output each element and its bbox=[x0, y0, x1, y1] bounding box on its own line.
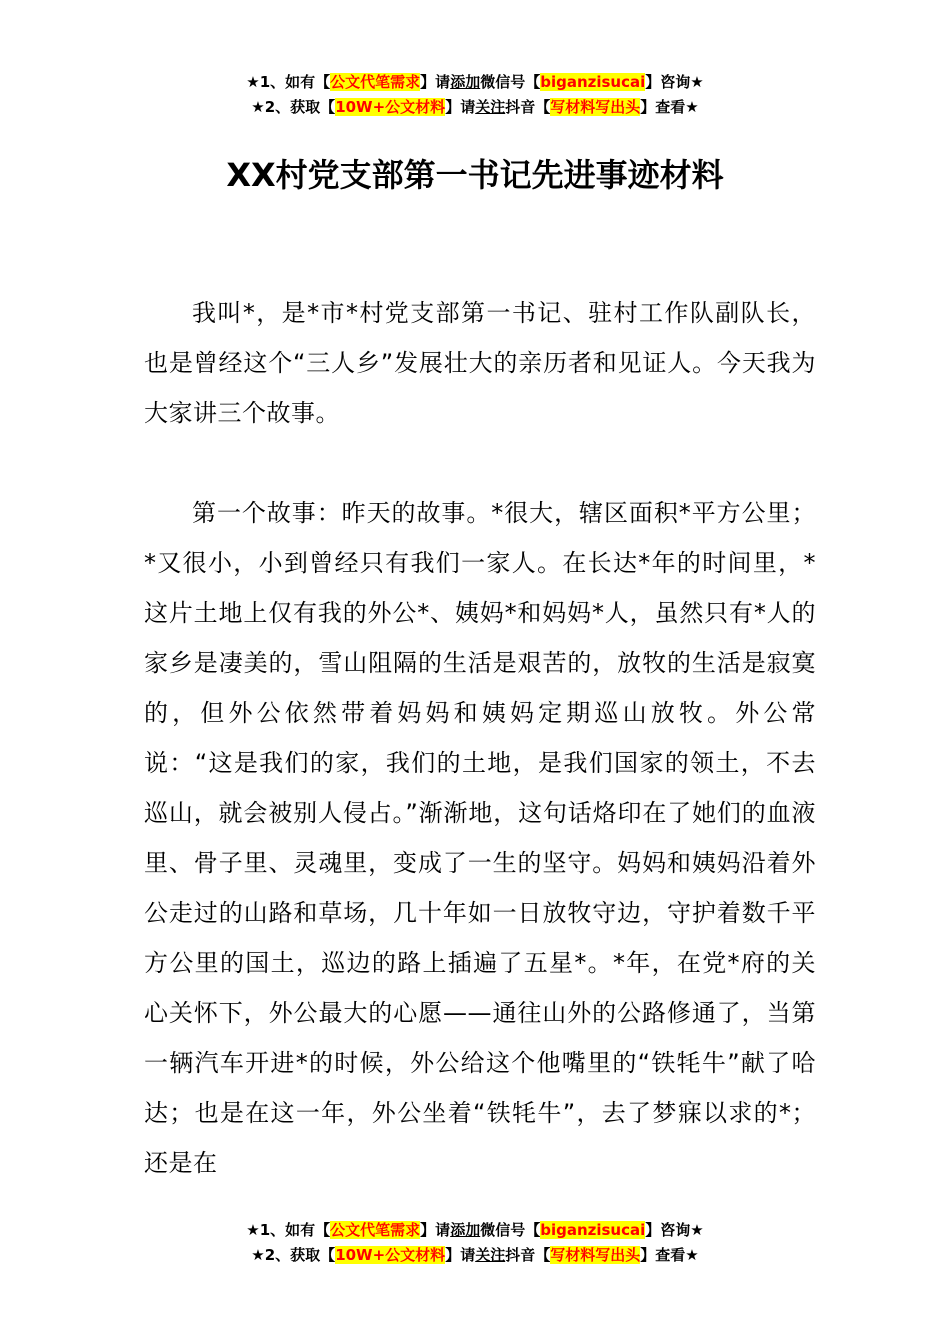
ad-highlight-wechat-id: biganzisucai bbox=[540, 1221, 646, 1239]
header-ad-line-2 bbox=[0, 95, 950, 120]
ad-text: 抖音【 bbox=[505, 1246, 551, 1264]
ad-highlight-wechat-id: biganzisucai bbox=[540, 73, 646, 91]
ad-text: 】请 bbox=[445, 98, 476, 116]
ad-text: 】请 bbox=[420, 1221, 451, 1239]
ad-highlight: 10W+公文材料 bbox=[335, 98, 446, 116]
ad-text: 】咨询★ bbox=[645, 1221, 704, 1239]
ad-highlight: 公文代笔需求 bbox=[330, 73, 421, 91]
paragraph-intro: 我叫*，是*市*村党支部第一书记、驻村工作队副队长，也是曾经这个“三人乡”发展壮大的亲历者和见证人。今天我为大家讲三个故事。 bbox=[144, 299, 816, 427]
ad-highlight: 公文代笔需求 bbox=[330, 1221, 421, 1239]
footer-ad-line-1 bbox=[0, 1218, 950, 1243]
ad-underline: 添加 bbox=[450, 1221, 481, 1239]
document-title: XX村党支部第一书记先进事迹材料 bbox=[226, 156, 724, 194]
ad-text: ★1、如有【 bbox=[246, 1221, 331, 1239]
ad-underline: 关注 bbox=[475, 98, 506, 116]
ad-text: 抖音【 bbox=[505, 98, 551, 116]
footer-ad-line-2 bbox=[0, 1243, 950, 1268]
ad-text: ★2、获取【 bbox=[251, 1246, 336, 1264]
ad-underline: 添加 bbox=[450, 73, 481, 91]
ad-text: 微信号【 bbox=[480, 73, 541, 91]
ad-text: ★1、如有【 bbox=[246, 73, 331, 91]
ad-highlight-douyin-id: 写材料写出头 bbox=[550, 1246, 641, 1264]
ad-highlight-douyin-id: 写材料写出头 bbox=[550, 98, 641, 116]
paragraph-story-one: 第一个故事：昨天的故事。*很大，辖区面积*平方公里；*又很小，小到曾经只有我们一家人。在长达*年的时间里，*这片土地上仅有我的外公*、姨妈*和妈妈*人，虽然只有*人的家乡是凄美的，雪山阻隔的生活是艰苦的，放牧的生活是寂寞的，但外公依然带着妈妈和姨妈定期巡山放牧。外公常说：“这是我们的家，我们的土地，是我们国家的领土，不去巡山，就会被别人侵占。”渐渐地，这句话烙印在了她们的血液里、骨子里、灵魂里，变成了一生的坚守。妈妈和姨妈沿着外公走过的山路和草场，几十年如一日放牧守边，守护着数千平方公里的国土，巡边的路上插遍了五星*。*年，在党*府的关心关怀下，外公最大的心愿——通往山外的公路修通了，当第一辆汽车开进*的时候，外公给这个他嘴里的“铁牦牛”献了哈达；也是在这一年，外公坐着“铁牦牛”，去了梦寐以求的*；还是在 bbox=[144, 499, 816, 1177]
header-ad-line-1 bbox=[0, 70, 950, 95]
header-ad-block bbox=[0, 70, 950, 120]
ad-underline: 关注 bbox=[475, 1246, 506, 1264]
ad-highlight: 10W+公文材料 bbox=[335, 1246, 446, 1264]
ad-text: ★2、获取【 bbox=[251, 98, 336, 116]
footer-ad-block bbox=[0, 1218, 950, 1268]
ad-text: 微信号【 bbox=[480, 1221, 541, 1239]
ad-text: 】查看★ bbox=[640, 98, 699, 116]
ad-text: 】请 bbox=[420, 73, 451, 91]
ad-text: 】查看★ bbox=[640, 1246, 699, 1264]
ad-text: 】咨询★ bbox=[645, 73, 704, 91]
ad-text: 】请 bbox=[445, 1246, 476, 1264]
